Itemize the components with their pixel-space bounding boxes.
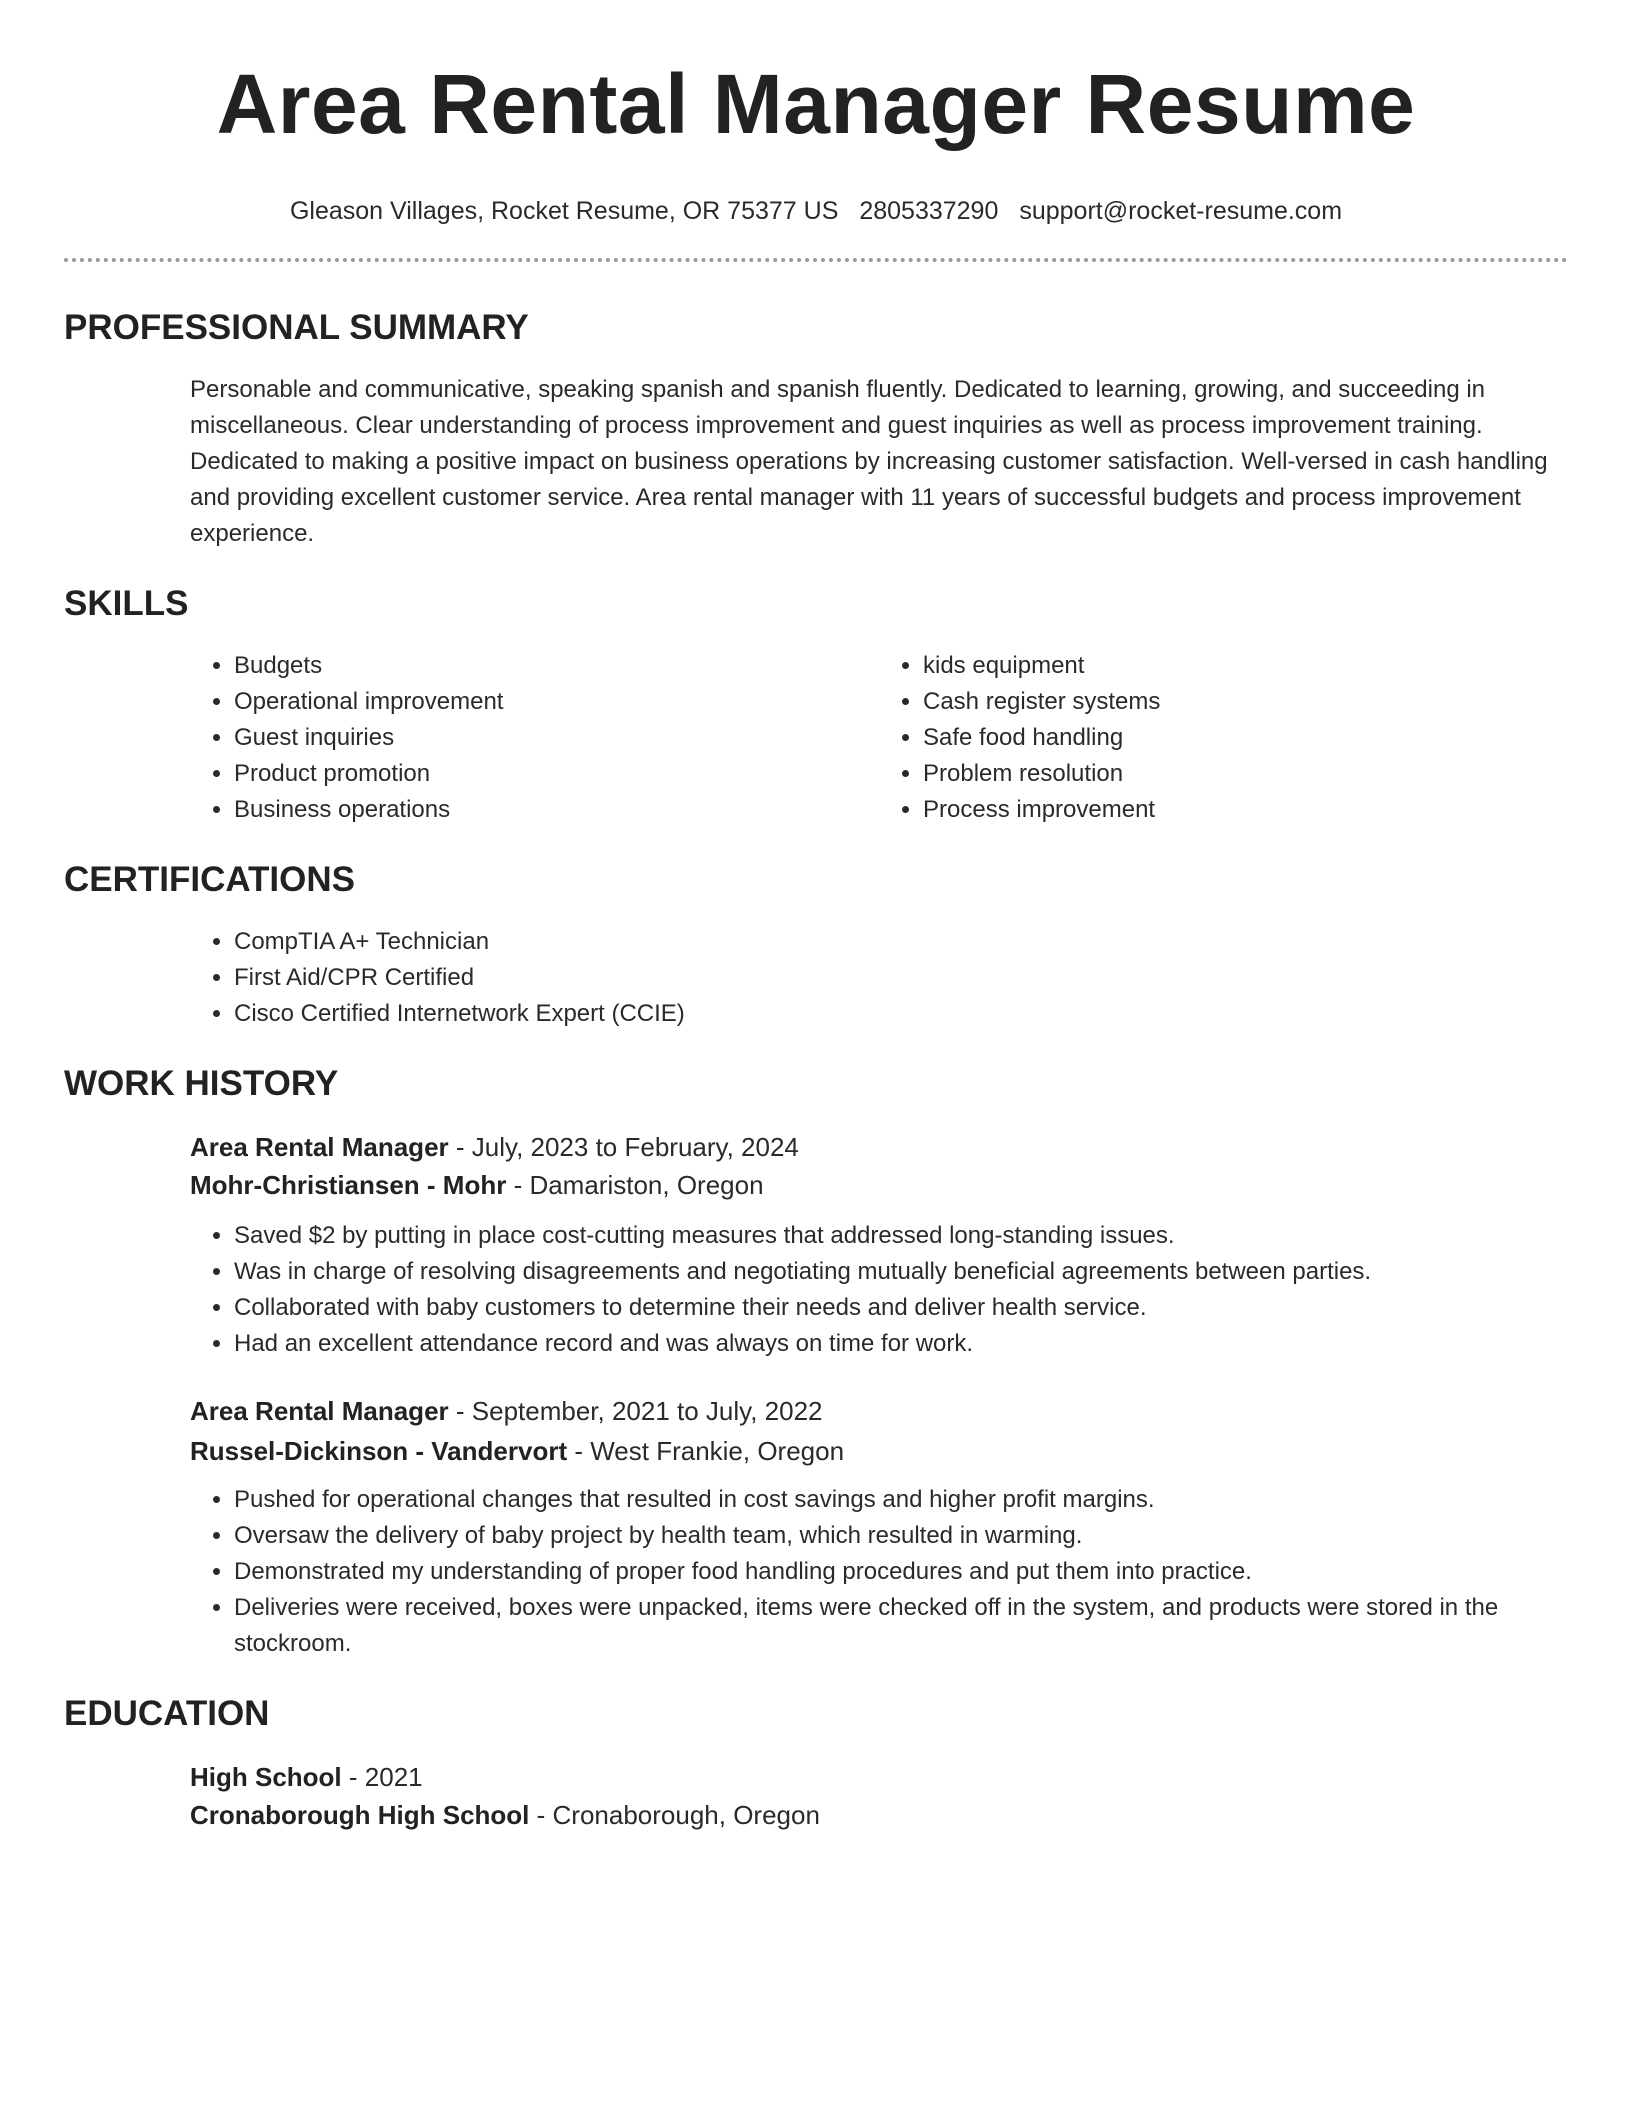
job-location: - Damariston, Oregon (506, 1170, 764, 1200)
resume-title: Area Rental Manager Resume (216, 57, 1416, 151)
skills-column-right (879, 648, 1568, 828)
certifications-list (190, 924, 1568, 1032)
job-title-line (190, 1392, 1568, 1430)
job-duty: • Deliveries were received, boxes were unpacked, items were checked off in the system, and products were stored in the stockroom. (234, 1590, 1568, 1662)
skill-item: • Product promotion (234, 756, 879, 792)
education-entry (64, 1758, 1568, 1834)
job-duty: • Saved $2 by putting in place cost-cutting measures that addressed long-standing issues. (234, 1218, 1568, 1254)
job-company: Mohr-Christiansen - Mohr (190, 1170, 507, 1200)
contact-email: support@rocket-resume.com (1019, 197, 1343, 225)
job-title-line (190, 1128, 1568, 1166)
job-duty: • Was in charge of resolving disagreements and negotiating mutually beneficial agreements between parties. (234, 1254, 1568, 1290)
education-location: - Cronaborough, Oregon (529, 1800, 820, 1830)
education-year: - 2021 (341, 1762, 423, 1792)
job-duty: • Demonstrated my understanding of proper food handling procedures and put them into practice. (234, 1554, 1568, 1590)
contact-address: Gleason Villages, Rocket Resume, OR 75377 US (289, 197, 839, 225)
job-dates: - September, 2021 to July, 2022 (448, 1396, 823, 1426)
job-title: Area Rental Manager (190, 1396, 449, 1426)
job-duty: • Had an excellent attendance record and was always on time for work. (234, 1326, 1568, 1362)
job-duty: • Pushed for operational changes that resulted in cost savings and higher profit margins. (234, 1482, 1568, 1518)
skills-section (64, 582, 1568, 828)
job-duties (190, 1218, 1568, 1362)
job-entry (64, 1128, 1568, 1362)
skill-item: • Problem resolution (923, 756, 1568, 792)
certifications-heading: CERTIFICATIONS (64, 860, 356, 899)
skill-item: • Guest inquiries (234, 720, 879, 756)
summary-heading: PROFESSIONAL SUMMARY (64, 308, 529, 347)
work-history-heading: WORK HISTORY (64, 1064, 339, 1103)
skills-heading: SKILLS (64, 584, 189, 623)
header-divider (64, 258, 1568, 262)
certification-item: • Cisco Certified Internetwork Expert (CCIE) (234, 996, 1568, 1032)
contact-line (64, 194, 1568, 228)
education-school-line (190, 1796, 1568, 1834)
summary-text: Personable and communicative, speaking spanish and spanish fluently. Dedicated to learning, growing, and succeeding in miscellaneous. Clear understanding of process improvement and guest inquiries as well as process improvement training. Dedicated to making a positive impact on business operations by increasing customer satisfaction. Well-versed in cash handling and providing excellent customer service. Area rental manager with 11 years of successful budgets and process improvement experience. (190, 376, 1548, 547)
certifications-section (64, 858, 1568, 1032)
skill-item: • Budgets (234, 648, 879, 684)
education-heading: EDUCATION (64, 1694, 270, 1733)
job-company-line (190, 1166, 1568, 1204)
skill-item: • Process improvement (923, 792, 1568, 828)
summary-section (64, 306, 1568, 552)
contact-phone: 2805337290 (859, 197, 999, 225)
education-school: Cronaborough High School (190, 1800, 530, 1830)
job-duties (190, 1482, 1568, 1662)
job-title: Area Rental Manager (190, 1132, 449, 1162)
job-duty: • Collaborated with baby customers to determine their needs and deliver health service. (234, 1290, 1568, 1326)
job-entry (64, 1392, 1568, 1662)
work-history-section (64, 1062, 1568, 1662)
skill-item: • Business operations (234, 792, 879, 828)
education-degree-line (190, 1758, 1568, 1796)
certification-item: • First Aid/CPR Certified (234, 960, 1568, 996)
job-company-line (190, 1432, 1568, 1470)
skill-item: • Safe food handling (923, 720, 1568, 756)
skills-list (64, 648, 1568, 828)
skill-item: • kids equipment (923, 648, 1568, 684)
skill-item: • Operational improvement (234, 684, 879, 720)
job-company: Russel-Dickinson - Vandervort (190, 1436, 568, 1466)
skills-column-left (190, 648, 879, 828)
education-section (64, 1692, 1568, 1834)
job-location: - West Frankie, Oregon (567, 1436, 845, 1466)
job-duty: • Oversaw the delivery of baby project by health team, which resulted in warming. (234, 1518, 1568, 1554)
skill-item: • Cash register systems (923, 684, 1568, 720)
education-degree: High School (190, 1762, 342, 1792)
job-dates: - July, 2023 to February, 2024 (448, 1132, 799, 1162)
certification-item: • CompTIA A+ Technician (234, 924, 1568, 960)
